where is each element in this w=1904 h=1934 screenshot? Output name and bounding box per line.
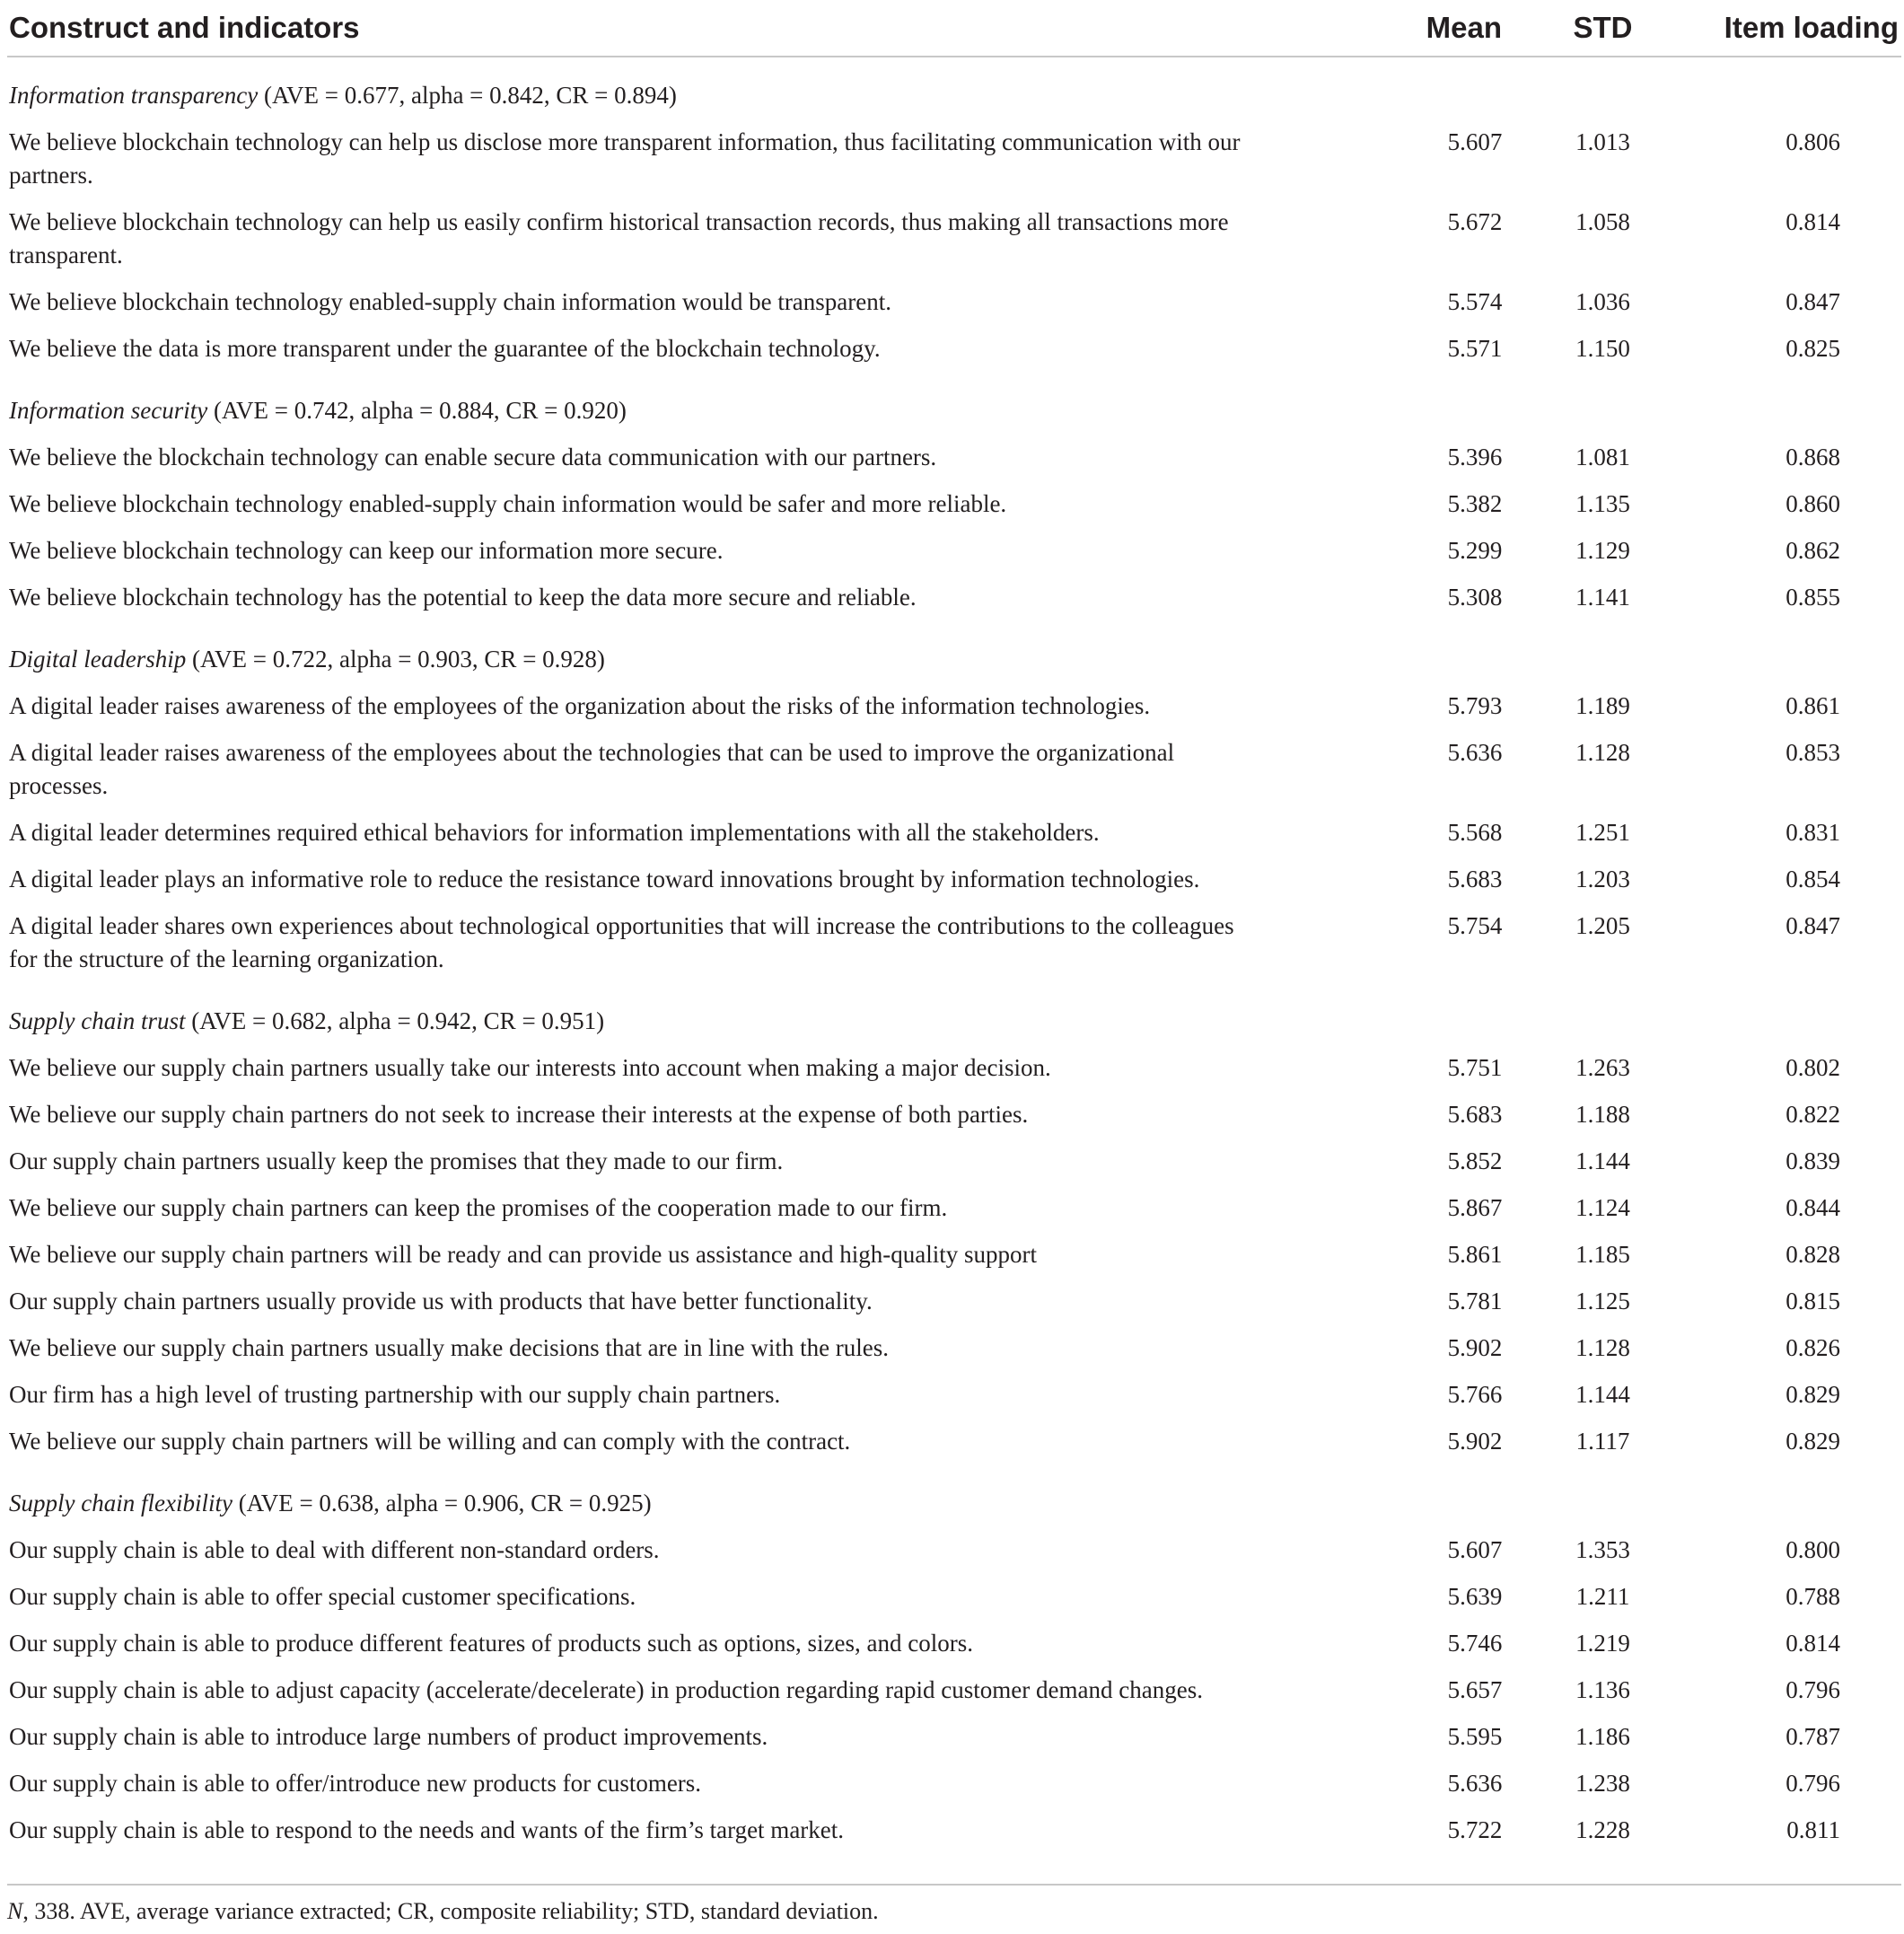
construct-name: Supply chain flexibility [9,1490,233,1516]
mean-value: 5.568 [1447,819,1503,846]
loading-value: 0.788 [1786,1583,1840,1610]
header-row [7,0,1901,57]
construct-row [7,57,1901,119]
footnote-n-label: N [7,1898,23,1924]
indicator-row [7,435,1901,481]
indicator-text: We believe our supply chain partners will be ready and can provide us assistance and high-quality support [9,1241,1037,1268]
mean-value: 5.902 [1447,1428,1503,1455]
mean-value: 5.574 [1447,288,1503,315]
loading-value: 0.800 [1786,1536,1840,1563]
measurement-table [7,0,1901,1854]
mean-value: 5.595 [1447,1723,1503,1750]
indicator-row [7,1138,1901,1185]
construct-row [7,621,1901,683]
indicator-row [7,1092,1901,1138]
loading-value: 0.815 [1786,1288,1840,1314]
indicator-row [7,1714,1901,1761]
indicator-text: Our firm has a high level of trusting partnership with our supply chain partners. [9,1381,781,1408]
indicator-text: A digital leader determines required ethical behaviors for information implementations with all the stakeholders. [9,819,1100,846]
std-value: 1.185 [1575,1241,1630,1268]
mean-value: 5.396 [1447,444,1503,470]
indicator-text: We believe blockchain technology can keep our information more secure. [9,537,724,564]
indicator-row [7,119,1901,199]
loading-value: 0.854 [1786,866,1840,892]
indicator-row [7,279,1901,326]
loading-value: 0.847 [1786,912,1840,939]
std-value: 1.036 [1575,288,1630,315]
loading-value: 0.796 [1786,1770,1840,1797]
std-value: 1.125 [1575,1288,1630,1314]
loading-value: 0.806 [1786,128,1840,155]
mean-value: 5.766 [1447,1381,1503,1408]
std-value: 1.058 [1575,208,1630,235]
loading-value: 0.855 [1786,584,1840,611]
indicator-text: Our supply chain is able to adjust capacity (accelerate/decelerate) in production regarding rapid customer demand changes. [9,1676,1203,1703]
indicator-text: A digital leader plays an informative role to reduce the resistance toward innovations brought by information technologies. [9,866,1200,892]
header-std: STD [1533,0,1672,57]
indicator-row [7,1419,1901,1465]
indicator-text: We believe the blockchain technology can enable secure data communication with our partners. [9,444,937,470]
indicator-text: We believe our supply chain partners usually make decisions that are in line with the rules. [9,1334,890,1361]
loading-value: 0.844 [1786,1194,1840,1221]
indicator-row [7,575,1901,621]
construct-stats: (AVE = 0.677, alpha = 0.842, CR = 0.894) [258,82,677,109]
mean-value: 5.636 [1447,739,1503,766]
std-value: 1.150 [1575,335,1630,362]
indicator-text: Our supply chain is able to produce different features of products such as options, sizes, and colors. [9,1630,973,1657]
construct-stats: (AVE = 0.722, alpha = 0.903, CR = 0.928) [186,646,605,673]
mean-value: 5.607 [1447,1536,1503,1563]
std-value: 1.353 [1575,1536,1630,1563]
loading-value: 0.831 [1786,819,1840,846]
std-value: 1.219 [1575,1630,1630,1657]
mean-value: 5.722 [1447,1816,1503,1843]
mean-value: 5.672 [1447,208,1503,235]
mean-value: 5.867 [1447,1194,1503,1221]
construct-heading [7,373,1901,435]
mean-value: 5.683 [1447,866,1503,892]
std-value: 1.141 [1575,584,1630,611]
indicator-text: Our supply chain partners usually provide us with products that have better functionality. [9,1288,873,1314]
std-value: 1.013 [1575,128,1630,155]
construct-stats: (AVE = 0.682, alpha = 0.942, CR = 0.951) [185,1007,605,1034]
mean-value: 5.299 [1447,537,1503,564]
loading-value: 0.814 [1786,208,1840,235]
mean-value: 5.382 [1447,490,1503,517]
loading-value: 0.853 [1786,739,1840,766]
indicator-text: We believe blockchain technology enabled-supply chain information would be safer and more reliable. [9,490,1007,517]
construct-name: Information transparency [9,82,259,109]
std-value: 1.081 [1575,444,1630,470]
indicator-row [7,1761,1901,1807]
construct-name: Digital leadership [9,646,187,673]
indicator-row [7,1574,1901,1621]
std-value: 1.203 [1575,866,1630,892]
indicator-row [7,1185,1901,1232]
std-value: 1.251 [1575,819,1630,846]
loading-value: 0.860 [1786,490,1840,517]
loading-value: 0.862 [1786,537,1840,564]
indicator-row [7,1045,1901,1092]
mean-value: 5.607 [1447,128,1503,155]
loading-value: 0.796 [1786,1676,1840,1703]
mean-value: 5.683 [1447,1101,1503,1128]
construct-heading [7,621,1901,683]
indicator-text: A digital leader shares own experiences about technological opportunities that will increase the contributions to the colleagues for the structure of the learning organization. [9,912,1234,972]
indicator-row [7,481,1901,528]
loading-value: 0.847 [1786,288,1840,315]
std-value: 1.144 [1575,1381,1630,1408]
loading-value: 0.829 [1786,1381,1840,1408]
header-construct: Construct and indicators [7,0,1282,57]
std-value: 1.128 [1575,739,1630,766]
header-mean: Mean [1282,0,1533,57]
construct-row [7,373,1901,435]
loading-value: 0.787 [1786,1723,1840,1750]
indicator-row [7,730,1901,810]
mean-value: 5.639 [1447,1583,1503,1610]
mean-value: 5.781 [1447,1288,1503,1314]
indicator-text: We believe blockchain technology enabled-supply chain information would be transparent. [9,288,892,315]
indicator-row [7,1621,1901,1667]
indicator-text: Our supply chain partners usually keep the promises that they made to our firm. [9,1147,784,1174]
construct-stats: (AVE = 0.742, alpha = 0.884, CR = 0.920) [207,397,627,424]
loading-value: 0.868 [1786,444,1840,470]
std-value: 1.205 [1575,912,1630,939]
mean-value: 5.571 [1447,335,1503,362]
loading-value: 0.826 [1786,1334,1840,1361]
table-footnote [7,1884,1901,1925]
indicator-text: A digital leader raises awareness of the employees about the technologies that can be used to improve the organizational processes. [9,739,1175,799]
indicator-text: Our supply chain is able to deal with different non-standard orders. [9,1536,660,1563]
loading-value: 0.861 [1786,692,1840,719]
indicator-text: A digital leader raises awareness of the employees of the organization about the risks of the information technologies. [9,692,1151,719]
indicator-row [7,326,1901,373]
indicator-row [7,810,1901,857]
construct-heading [7,983,1901,1045]
indicator-row [7,683,1901,730]
indicator-row [7,1807,1901,1854]
std-value: 1.263 [1575,1054,1630,1081]
std-value: 1.124 [1575,1194,1630,1221]
mean-value: 5.636 [1447,1770,1503,1797]
std-value: 1.129 [1575,537,1630,564]
indicator-text: Our supply chain is able to introduce large numbers of product improvements. [9,1723,768,1750]
std-value: 1.189 [1575,692,1630,719]
std-value: 1.144 [1575,1147,1630,1174]
header-item-loading: Item loading [1672,0,1901,57]
std-value: 1.188 [1575,1101,1630,1128]
std-value: 1.117 [1575,1428,1630,1455]
loading-value: 0.811 [1786,1816,1840,1843]
indicator-row [7,857,1901,903]
construct-heading [7,57,1901,119]
indicator-row [7,1372,1901,1419]
indicator-row [7,528,1901,575]
std-value: 1.135 [1575,490,1630,517]
indicator-row [7,1279,1901,1325]
loading-value: 0.802 [1786,1054,1840,1081]
indicator-text: We believe the data is more transparent under the guarantee of the blockchain technology. [9,335,881,362]
indicator-text: We believe our supply chain partners can keep the promises of the cooperation made to our firm. [9,1194,948,1221]
construct-name: Supply chain trust [9,1007,186,1034]
table-header [7,0,1901,57]
std-value: 1.238 [1575,1770,1630,1797]
construct-stats: (AVE = 0.638, alpha = 0.906, CR = 0.925) [232,1490,652,1516]
construct-row [7,1465,1901,1527]
mean-value: 5.308 [1447,584,1503,611]
loading-value: 0.828 [1786,1241,1840,1268]
indicator-row [7,1325,1901,1372]
indicator-text: We believe blockchain technology can help us easily confirm historical transaction records, thus making all transactions more transparent. [9,208,1229,268]
indicator-row [7,1527,1901,1574]
std-value: 1.186 [1575,1723,1630,1750]
mean-value: 5.746 [1447,1630,1503,1657]
indicator-text: Our supply chain is able to offer special customer specifications. [9,1583,636,1610]
indicator-text: We believe our supply chain partners will be willing and can comply with the contract. [9,1428,851,1455]
indicator-row [7,1232,1901,1279]
mean-value: 5.793 [1447,692,1503,719]
construct-row [7,983,1901,1045]
indicator-row [7,1667,1901,1714]
loading-value: 0.814 [1786,1630,1840,1657]
footnote-text: , 338. AVE, average variance extracted; CR, composite reliability; STD, standard deviation. [22,1898,879,1924]
loading-value: 0.829 [1786,1428,1840,1455]
loading-value: 0.822 [1786,1101,1840,1128]
mean-value: 5.902 [1447,1334,1503,1361]
construct-name: Information security [9,397,208,424]
loading-value: 0.839 [1786,1147,1840,1174]
indicator-row [7,199,1901,279]
mean-value: 5.657 [1447,1676,1503,1703]
indicator-text: We believe our supply chain partners usually take our interests into account when making a major decision. [9,1054,1051,1081]
std-value: 1.128 [1575,1334,1630,1361]
std-value: 1.136 [1575,1676,1630,1703]
indicator-row [7,903,1901,983]
std-value: 1.211 [1575,1583,1630,1610]
mean-value: 5.861 [1447,1241,1503,1268]
indicator-text: We believe blockchain technology can help us disclose more transparent information, thus facilitating communication with our partners. [9,128,1241,189]
mean-value: 5.751 [1447,1054,1503,1081]
indicator-text: We believe blockchain technology has the potential to keep the data more secure and reliable. [9,584,917,611]
std-value: 1.228 [1575,1816,1630,1843]
indicator-text: Our supply chain is able to offer/introduce new products for customers. [9,1770,702,1797]
indicator-text: Our supply chain is able to respond to the needs and wants of the firm’s target market. [9,1816,845,1843]
indicator-text: We believe our supply chain partners do not seek to increase their interests at the expense of both parties. [9,1101,1029,1128]
construct-heading [7,1465,1901,1527]
mean-value: 5.852 [1447,1147,1503,1174]
table-body [7,57,1901,1854]
mean-value: 5.754 [1447,912,1503,939]
loading-value: 0.825 [1786,335,1840,362]
